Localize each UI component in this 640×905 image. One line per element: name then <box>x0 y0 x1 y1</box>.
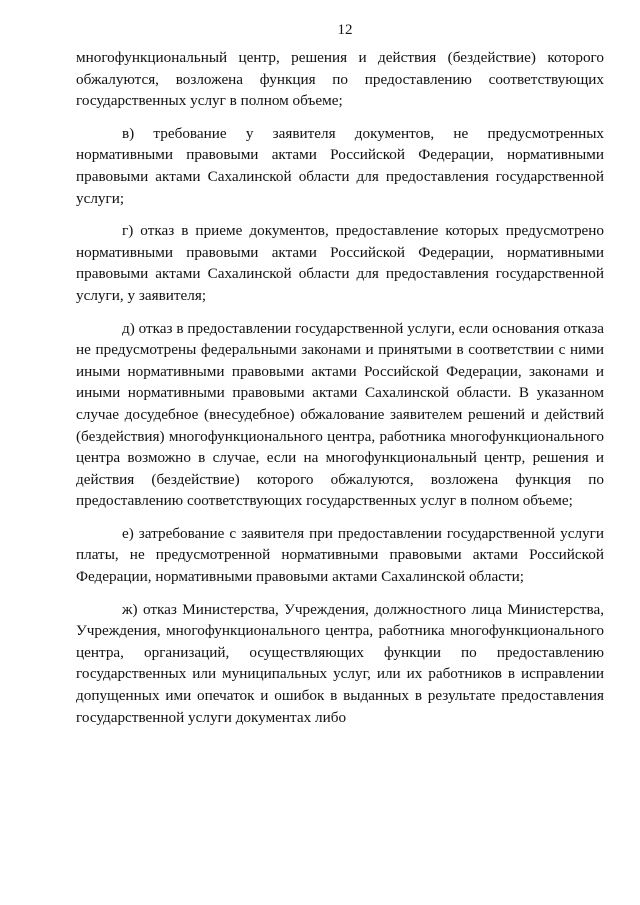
paragraph-continuation: многофункциональный центр, решения и действия (бездействие) которого обжалуются, возложена функция по предоставлению соответствующих государственных услуг в полном объеме; <box>76 49 604 110</box>
paragraph-item-v: в) требование у заявителя документов, не предусмотренных нормативными правовыми актами Российской Федерации, нормативными правовыми актами Сахалинской области для предоставления государственной услуги; <box>76 124 604 207</box>
paragraph-item-e: е) затребование с заявителя при предоставлении государственной услуги платы, не предусмотренной нормативными правовыми актами Российской Федерации, нормативными правовыми актами Сахалинской области; <box>76 524 604 586</box>
document-body <box>76 47 604 739</box>
paragraph-item-g: г) отказ в приеме документов, предоставление которых предусмотрено нормативными правовыми актами Российской Федерации, нормативными правовыми актами Сахалинской области для предоставления государственной услуги, у заявителя; <box>76 222 604 304</box>
paragraph-item-d: д) отказ в предоставлении государственной услуги, если основания отказа не предусмотрены федеральными законами и принятыми в соответствии с ними иными нормативными правовыми актами Российской Федерации, законами и иными нормативными правовыми актами Сахалинской области. В указанном случае досудебное (внесудебное) обжалование заявителем решений и действий (бездействия) многофункционального центра, работника многофункционального центра возможно в случае, если на многофункциональный центр, решения и действия (бездействие) которого обжалуются, возложена функция по предоставлению соответствующих государственных услуг в полном объеме; <box>76 319 604 510</box>
paragraph-item-zh: ж) отказ Министерства, Учреждения, должностного лица Министерства, Учреждения, многофункционального центра, работника многофункционального центра, организаций, осуществляющих функции по предоставлению государственных или муниципальных услуг, или их работников в исправлении допущенных ими опечаток и ошибок в выданных в результате предоставления государственной услуги документах либо <box>76 600 604 726</box>
page-number: 12 <box>337 22 353 38</box>
